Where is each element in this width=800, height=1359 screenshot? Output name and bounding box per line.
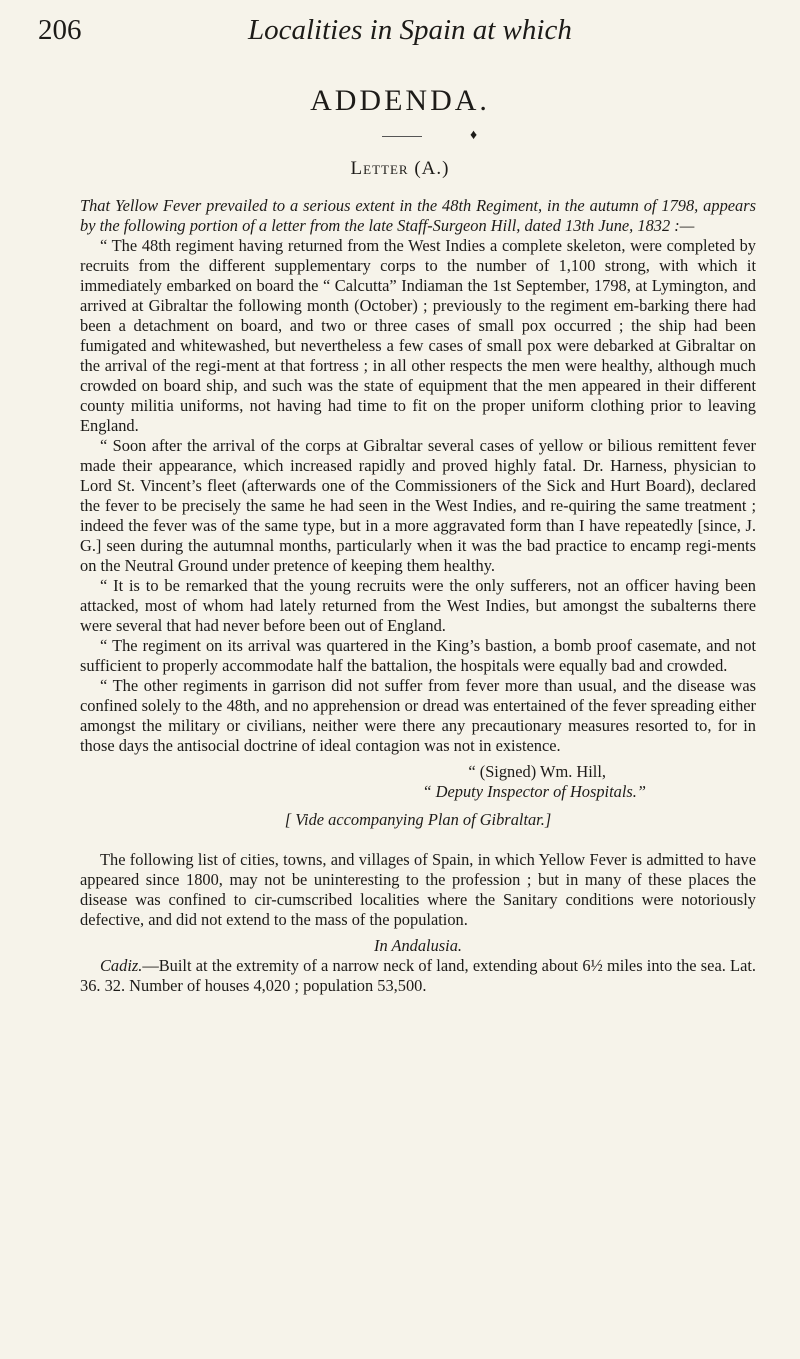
letter-paragraph: “ Soon after the arrival of the corps at Gibraltar several cases of yellow or bilious remittent fever made their appearance, which increased rapidly and proved highly fatal. Dr. Harness, physician to Lord St. Vincent’s fleet (afterwards one of the Commissioners of the Sick and Hurt Board), declared the fever to be precisely the same he had seen in the West Indies, and re-quiring the same treatment ; indeed the fever was of the same type, but in a more aggravated form than I have repeatedly [since, J. G.] seen during the autumnal months, particularly when it was the bad practice to encamp regi-ments on the Neutral Ground under pretence of keeping them healthy. bbox=[80, 436, 756, 575]
letter-heading: Letter (A.) bbox=[350, 158, 450, 179]
letter-paragraph: “ The other regiments in garrison did not suffer from fever more than usual, and the disease was confined solely to the 48th, and no apprehension or dread was entertained of the fever spreading either amongst the military or civilians, neither were there any precautionary measures resorted to, for in those days the antisocial doctrine of ideal contagion was not in existence. bbox=[80, 676, 756, 755]
letter-paragraph: “ The 48th regiment having returned from the West Indies a complete skeleton, were completed by recruits from the different supplementary corps to the number of 1,100 strong, with which it immediately embarked on board the “ Calcutta” Indiaman the 1st September, 1798, at Lymington, and arrived at Gibraltar the following month (October) ; previously to the regiment em-barking there had been a detachment on board, and two or three cases of small pox occurred ; the ship had been fumigated and whitewashed, but nevertheless a few cases of small pox were debarked at Gibraltar on the arrival of the regi-ment at that fortress ; in all other respects the men were healthy, although much crowded on board ship, and such was the state of equipment that the men appeared in their different county militia uniforms, not having had time to fit on the proper uniform clothing prior to leaving England. bbox=[80, 236, 756, 435]
letter-intro: That Yellow Fever prevailed to a serious extent in the 48th Regiment, in the autumn of 1798, appears by the following portion of a letter from the late Staff-Surgeon Hill, dated 13th June, 1832 :— bbox=[80, 196, 756, 235]
signature-title: “ Deputy Inspector of Hospitals.” bbox=[422, 782, 646, 801]
cadiz-entry bbox=[80, 956, 756, 996]
spacer bbox=[80, 830, 756, 850]
running-title: Localities in Spain at which bbox=[248, 14, 572, 46]
printer-mark: ♦ bbox=[470, 128, 478, 143]
cadiz-text: —Built at the extremity of a narrow neck of land, extending about 6½ miles into the sea. Lat. 36. 32. Number of houses 4,020 ; population 53,500. bbox=[80, 956, 756, 995]
letter-paragraph: “ It is to be remarked that the young recruits were the only sufferers, not an officer having been attacked, most of whom had lately returned from the West Indies, but amongst the subalterns there were several that had never before been out of England. bbox=[80, 576, 756, 635]
letter-paragraph: “ The regiment on its arrival was quartered in the King’s bastion, a bomb proof casemate, and not sufficient to properly accommodate half the battalion, the hospitals were equally bad and crowded. bbox=[80, 636, 756, 675]
page-number: 206 bbox=[38, 14, 82, 46]
vide-note: [ Vide accompanying Plan of Gibraltar.] bbox=[284, 810, 552, 829]
cadiz-name: Cadiz. bbox=[100, 956, 143, 975]
section-heading: In Andalusia. bbox=[373, 936, 463, 955]
addenda-title: ADDENDA. bbox=[310, 84, 490, 117]
title-rule bbox=[382, 136, 422, 137]
page-body bbox=[80, 196, 756, 996]
signature-line: “ (Signed) Wm. Hill, bbox=[468, 762, 606, 781]
list-intro-paragraph: The following list of cities, towns, and villages of Spain, in which Yellow Fever is admitted to have appeared since 1800, may not be uninteresting to the profession ; but in many of these places the disease was confined to cir-cumscribed localities where the Sanitary conditions were notoriously defective, and did not extend to the mass of the population. bbox=[80, 850, 756, 929]
running-head bbox=[38, 14, 760, 54]
